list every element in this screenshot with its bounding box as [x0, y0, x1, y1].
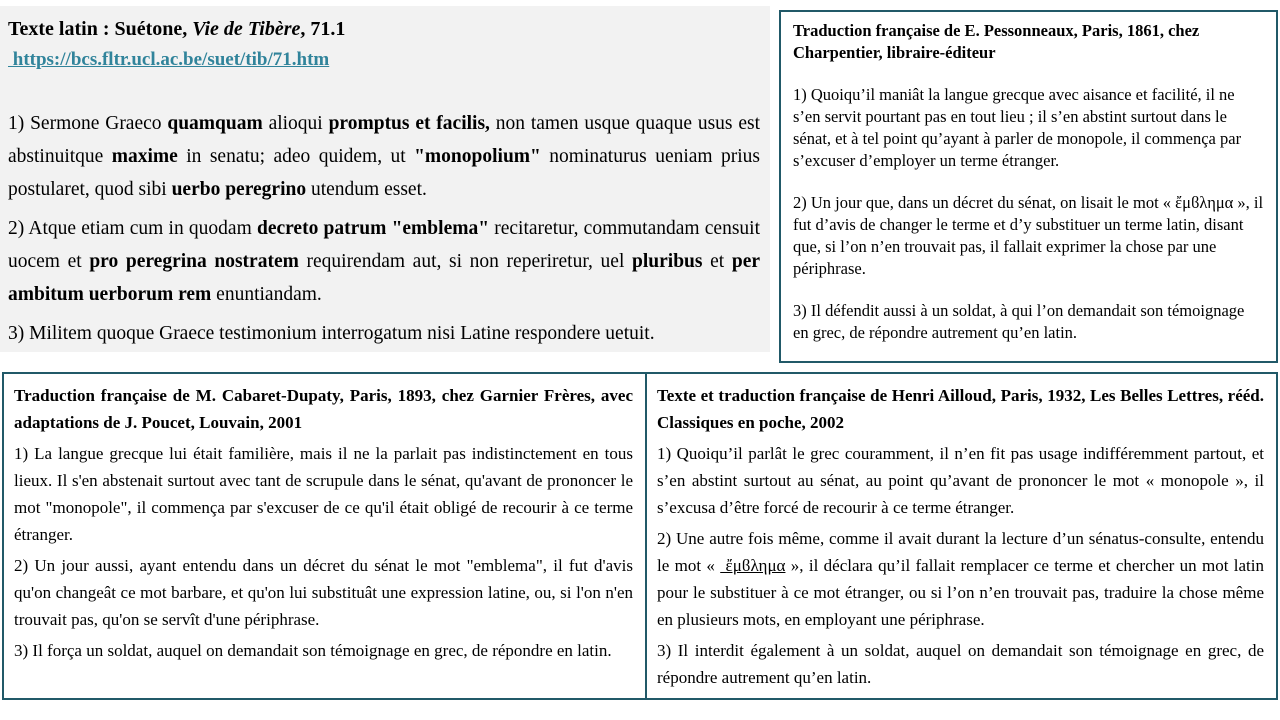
ailloud-paragraph-2: 2) Une autre fois même, comme il avait durant la lecture d’un sénatus-consulte, entendu le mot « ἔμϐλημα », il déclara qu’il fallait remplacer ce terme et chercher un mot latin pour le substituer à ce mot étranger, ou si l’on n’en trouvait pas, traduire la chose même en plusieurs mots, en employant une périphrase.	[657, 529, 1264, 629]
pessonneaux-paragraph-1: 1) Quoiqu’il maniât la langue grecque avec aisance et facilité, il ne s’en servit pourtant pas en tout lieu ; il s’en abstint surtout dans le sénat, et à tel point qu’ayant à parler de monopole, il commença par s’excuser d’employer un terme étranger.	[793, 85, 1242, 170]
pessonneaux-translation-box	[779, 10, 1278, 363]
translations-table	[2, 372, 1278, 700]
cabaret-translation-cell	[4, 374, 647, 698]
pessonneaux-paragraph-3: 3) Il défendit aussi à un soldat, à qui l’on demandait son témoignage en grec, de répondre autrement qu’en latin.	[793, 301, 1245, 342]
cabaret-header: Traduction française de M. Cabaret-Dupaty, Paris, 1893, chez Garnier Frères, avec adaptations de J. Poucet, Louvain, 2001	[14, 386, 633, 432]
latin-paragraph-2: 2) Atque etiam cum in quodam decreto patrum "emblema" recitaretur, commutandam censuit uocem et pro peregrina nostratem requirendam aut, si non reperiretur, uel pluribus et per ambitum uerborum rem enuntiandam.	[8, 218, 760, 305]
latin-paragraph-1: 1) Sermone Graeco quamquam alioqui promptus et facilis, non tamen usque quaque usus est abstinuitque maxime in senatu; adeo quidem, ut "monopolium" nominaturus ueniam prius postularet, quod sibi uerbo peregrino utendum esset.	[8, 113, 761, 200]
ailloud-header: Texte et traduction française de Henri Ailloud, Paris, 1932, Les Belles Lettres, rééd. Classiques en poche, 2002	[657, 386, 1264, 432]
latin-paragraph-3: 3) Militem quoque Graece testimonium interrogatum nisi Latine respondere uetuit.	[8, 323, 655, 344]
ailloud-paragraph-1: 1) Quoiqu’il parlât le grec couramment, il n’en fit pas usage indifféremment partout, et s’en abstint surtout au sénat, au point qu’avant de prononcer le mot « monopole », il s’excusa d’être forcé de recourir à ce terme étranger.	[657, 444, 1264, 517]
ailloud-translation-cell	[647, 374, 1276, 698]
cabaret-paragraph-3: 3) Il força un soldat, auquel on demandait son témoignage en grec, de répondre en latin.	[14, 641, 612, 660]
ailloud-paragraph-3: 3) Il interdit également à un soldat, auquel on demandait son témoignage en grec, de répondre autrement qu’en latin.	[657, 641, 1264, 687]
source-link[interactable]: https://bcs.fltr.ucl.ac.be/suet/tib/71.htm	[8, 49, 330, 70]
cabaret-paragraph-1: 1) La langue grecque lui était familière, mais il ne la parlait pas indistinctement en tous lieux. Il s'en abstenait surtout avec tant de scrupule dans le sénat, qu'avant de prononcer le mot "monopole", il commença par s'excuser de ce qu'il était obligé de recourir à ce terme étranger.	[14, 444, 633, 544]
latin-section	[0, 6, 770, 352]
cabaret-paragraph-2: 2) Un jour aussi, ayant entendu dans un décret du sénat le mot "emblema", il fut d'avis qu'on changeât ce mot barbare, et qu'on lui substituât une expression latine, ou, si l'on n'en trouvait pas, qu'on se servît d'une périphrase.	[14, 556, 633, 629]
pessonneaux-paragraph-2: 2) Un jour que, dans un décret du sénat, on lisait le mot « ἔμϐλημα », il fut d’avis de changer le terme et d’y substituer un terme latin, disant que, si l’on n’en trouvait pas, il fallait exprimer la chose par une périphrase.	[793, 193, 1264, 278]
pessonneaux-header: Traduction française de E. Pessonneaux, Paris, 1861, chez Charpentier, libraire-éditeur	[793, 21, 1200, 62]
latin-section-title: Texte latin : Suétone, Vie de Tibère, 71.1	[8, 18, 346, 40]
